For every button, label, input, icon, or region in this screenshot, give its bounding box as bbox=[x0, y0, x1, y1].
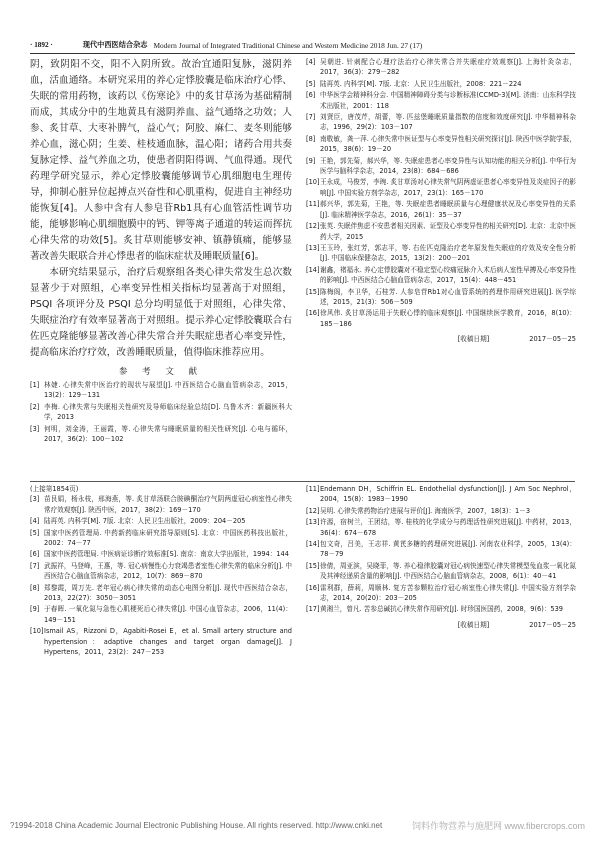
reference-item: [8] 郑黎霞，周万先. 老年冠心病心律失常的动态心电图分析[J]. 现代中西医结合杂志，2013，22(27)：3050－3051 bbox=[30, 583, 292, 603]
reference-item: [9] 于春晖. 一氧化氮与急性心肌梗死后心律失常[J]. 中国心血管杂志，2006，11(4)：149－151 bbox=[30, 605, 292, 624]
reference-item: [15] 陈梅阁，李卫华，石桂芳. 人参皂苷Rb1对心血管系统的药理作用研究进展[J]. 医学综述，2015，21(3)：506－509 bbox=[306, 287, 576, 306]
page-number: · 1892 · bbox=[30, 41, 53, 49]
header-rule bbox=[30, 53, 575, 54]
journal-title-en: Modern Journal of Integrated Traditional Chinese and Western Medicine 2018 Jun. 27 (17) bbox=[153, 40, 423, 50]
reference-item: [2] 李梅. 心律失常与失眠相关性研究及导师临床经验总结[D]. 乌鲁木齐：新疆医科大学，2013 bbox=[30, 402, 292, 422]
reference-item: [15] 徐倩，周亚滨，吴晓菲，等. 养心稳律胶囊对冠心病快速型心律失常模型兔血浆一氧化氮及其神经递质含量的影响[J]. 中西医结合心脑血管病杂志，2008，6(1)：40－41 bbox=[306, 561, 576, 581]
reference-item: [5] 陆再英. 内科学[M]. 7版. 北京：人民卫生出版社，2008：221－224 bbox=[306, 79, 522, 88]
reference-item: [10] 王永成，马俊芳，李琬. 炙甘草汤对心律失常气阴两虚证患者心率变异性及炎症因子的影响[J]. 中国实验方剂学杂志，2017，23(1)：165－170 bbox=[306, 178, 576, 197]
reference-item: [10] Ismail AS，Rizzoni D，Agabiti-Rosei E，et al. Small artery structure and hypertension：adaptive changes and target organ damage[J]. J Hypertens，2011，23(2)：247－253 bbox=[30, 627, 292, 657]
reference-item: [5] 国家中医药管理局. 中药新药临床研究指导原则[S]. 北京：中国医药科技出版社，2002：74－77 bbox=[30, 528, 292, 548]
received-date bbox=[306, 333, 576, 343]
left-column bbox=[30, 57, 292, 477]
reference-item: [3] 何明，刘金涛，王丽霞，等. 心律失常与睡眠质量的相关性研究[J]. 心电与循环，2017，36(2)：100－102 bbox=[30, 424, 292, 444]
reference-item: [1] 林婕. 心律失常中医治疗的现状与展望[J]. 中西医结合心脑血管病杂志，2015，13(2)：129－131 bbox=[30, 381, 292, 400]
received-label: [收稿日期] bbox=[457, 335, 490, 344]
reference-item: [13] 王玉玲，张红芳，郭志平，等. 右佐匹克隆治疗老年原发性失眠症的疗效及安全性分析[J]. 中国临床保健杂志，2015，13(2)：200－201 bbox=[306, 243, 576, 263]
reference-item: [9] 王艳，郭先菊，郝兴华，等. 失眠症患者心率变异性与认知功能的相关分析[J]. 中华行为医学与脑科学杂志，2014，23(8)：684－686 bbox=[306, 156, 576, 176]
article-divider bbox=[30, 481, 575, 482]
reference-item: [12] 吴明. 心律失常药物治疗进展与评价[J]. 海南医学，2007，18(3)：1－3 bbox=[306, 506, 531, 515]
reference-item: [4] 吴朝进. 针刺配合心理疗法治疗心律失常合并失眠症疗效观察[J]. 上海针灸杂志，2017，36(3)：279－282 bbox=[306, 58, 576, 77]
body-paragraph: 阴，致阴阳不交，阳不入阴所致。故治宜通阳复脉，滋阴养血，活血通络。本研究采用的养心定悸胶囊是临床治疗心悸、失眠的常用药物，该药以《伤寒论》中的炙甘草汤为基础精制而成，其成分中的生地黄具有滋阴养血、益气通络之功效；人参、炙甘草、大枣补脾气，益心气；阿胶、麻仁、麦冬则能够养心血，滋心阴；生姜、桂枝通血脉，温心阳；诸药合用共奏复脉定悸、益气养血之功，使患者阴阳得调、气血得通。现代药理学研究显示，养心定悸胶囊能够调节心肌细胞电生理传导，抑制心脏异位起搏点兴奋性和心肌重构，促进自主神经功能恢复[4]。人参中含有人参皂苷Rb1具有心血管活性调节功能，能够影响心肌细胞膜中的钙、钾等离子通道的转运而挥抗心律失常的功效[5]。炙甘草则能够安神、镇静镇痛，能够显著改善失眠联合并心悸患者的临床症状及睡眠质量[6]。 bbox=[30, 59, 292, 262]
reference-item: [14] 谢鑫，褚福永. 养心定悸胶囊对不稳定型心绞痛冠脉介入术后病人室性早搏及心率变异性的影响[J]. 中西医结合心脑血管病杂志，2017，15(4)：448－451 bbox=[306, 265, 576, 285]
copyright-notice: ?1994-2018 China Academic Journal Electronic Publishing House. All rights reserved. http://www.cnki.net bbox=[10, 820, 383, 830]
reference-item: [17] 黄湘兰，曾凡. 苦参总碱抗心律失常作用研究[J]. 时珍国医国药，2008，9(6)：539 bbox=[306, 605, 563, 614]
right-column bbox=[306, 57, 576, 477]
received-label: [收稿日期] bbox=[457, 620, 490, 629]
received-value: 2017－05－25 bbox=[529, 620, 576, 629]
journal-title-zh: 现代中西医结合杂志 bbox=[82, 40, 148, 49]
reference-item: [4] 陆再英. 内科学[M]. 7版. 北京：人民卫生出版社，2009：204－205 bbox=[30, 517, 246, 526]
reference-item: [6] 中华医学会精神科分会. 中国精神障碍分类与诊断标准(CCMD-3)[M]. 济南：山东科学技术出版社，2001：118 bbox=[306, 91, 576, 110]
reference-item: [14] 包文奇，吕美，王志祥. 黄芪多糖的药理研究进展[J]. 河南农业科学，2005，13(4)：78－79 bbox=[306, 540, 576, 559]
continued-left-column bbox=[30, 484, 292, 809]
reference-item: [16] 雷利群，薛莉，周顺林. 复方苦参颗粒治疗冠心病室性心律失常[J]. 中国实验方剂学杂志，2014，20(20)：203－205 bbox=[306, 583, 576, 603]
body-paragraph: 本研究结果显示，治疗后观察组各类心律失常发生总次数显著少于对照组，心率变异性相关指标均显著高于对照组，PSQI 各项评分及 PSQI 总分均明显低于对照组，心律失常、失眠症治疗有效率显著高于对照组。提示养心定悸胶囊联合右佐匹克隆能够显著改善心律失常合并失眠症患者心率变异性，提高临床治疗疗效，改善睡眠质量，值得临床推荐应用。 bbox=[30, 267, 292, 358]
received-date bbox=[306, 619, 576, 629]
continued-right-column bbox=[306, 484, 576, 809]
reference-item: [16] 徐风伟. 炙甘草汤运用于失眠心悸的临床观察[J]. 中国继续医学教育，2016，8(10)：185－186 bbox=[306, 309, 576, 328]
reference-item: [7] 武振祥，马登峰，王惠，等. 冠心病慢性心力衰竭患者室性心律失常的临床分析[J]. 中西医结合心脑血管病杂志，2012，10(7)：869－870 bbox=[30, 561, 292, 581]
reference-item: [12] 张英. 失眠伴焦虑不安患者相关因素、证型及心率变异性的相关研究[D]. 北京：北京中医药大学，2015 bbox=[306, 222, 576, 241]
reference-item: [7] 刘贤臣，唐茂芹，胡蕾，等. 匹兹堡睡眠质量指数的信度和效度研究[J]. 中华精神科杂志，1996，29(2)：103－107 bbox=[306, 113, 576, 132]
running-header bbox=[30, 38, 575, 52]
reference-item: [6] 国家中医药管理局. 中医病证诊断疗效标准[S]. 南京：南京大学出版社，1994：144 bbox=[30, 550, 289, 559]
continued-from: (上接第1854页) bbox=[30, 485, 79, 493]
watermark: 饲料作物营养与施肥网 www.fibercrops.com bbox=[411, 820, 585, 831]
reference-item: [11] 郝兴华，郭先菊，王艳，等. 失眠症患者睡眠质量与心理健康状况及心率变异性的关系[J]. 临床精神医学杂志，2016，26(1)：35－37 bbox=[306, 200, 576, 219]
references-heading: 参 考 文 献 bbox=[118, 367, 204, 377]
reference-item: [13] 许源，宿树兰，王团结，等. 桂枝的化学成分与药理活性研究进展[J]. 中药材，2013，36(4)：674－678 bbox=[306, 518, 576, 537]
reference-item: [11] Endemann DH，Schiffrin EL. Endothelial dysfunction[J]. J Am Soc Nephrol，2004，15(8)：1983－1990 bbox=[306, 485, 576, 504]
received-value: 2017－05－25 bbox=[529, 335, 576, 344]
reference-item: [8] 南敬敏，龚一萍. 心律失常中医证型与心率变异性相关研究探讨[J]. 陕西中医学院学报，2015，38(6)：19－20 bbox=[306, 134, 576, 154]
reference-item: [3] 苗艮娟，杨永枝，邢海燕，等. 炙甘草汤联合胺碘酮治疗气阴两虚冠心病室性心律失常疗效观察[J]. 陕西中医，2017，38(2)：169－170 bbox=[30, 495, 292, 514]
page-footer bbox=[10, 818, 585, 832]
